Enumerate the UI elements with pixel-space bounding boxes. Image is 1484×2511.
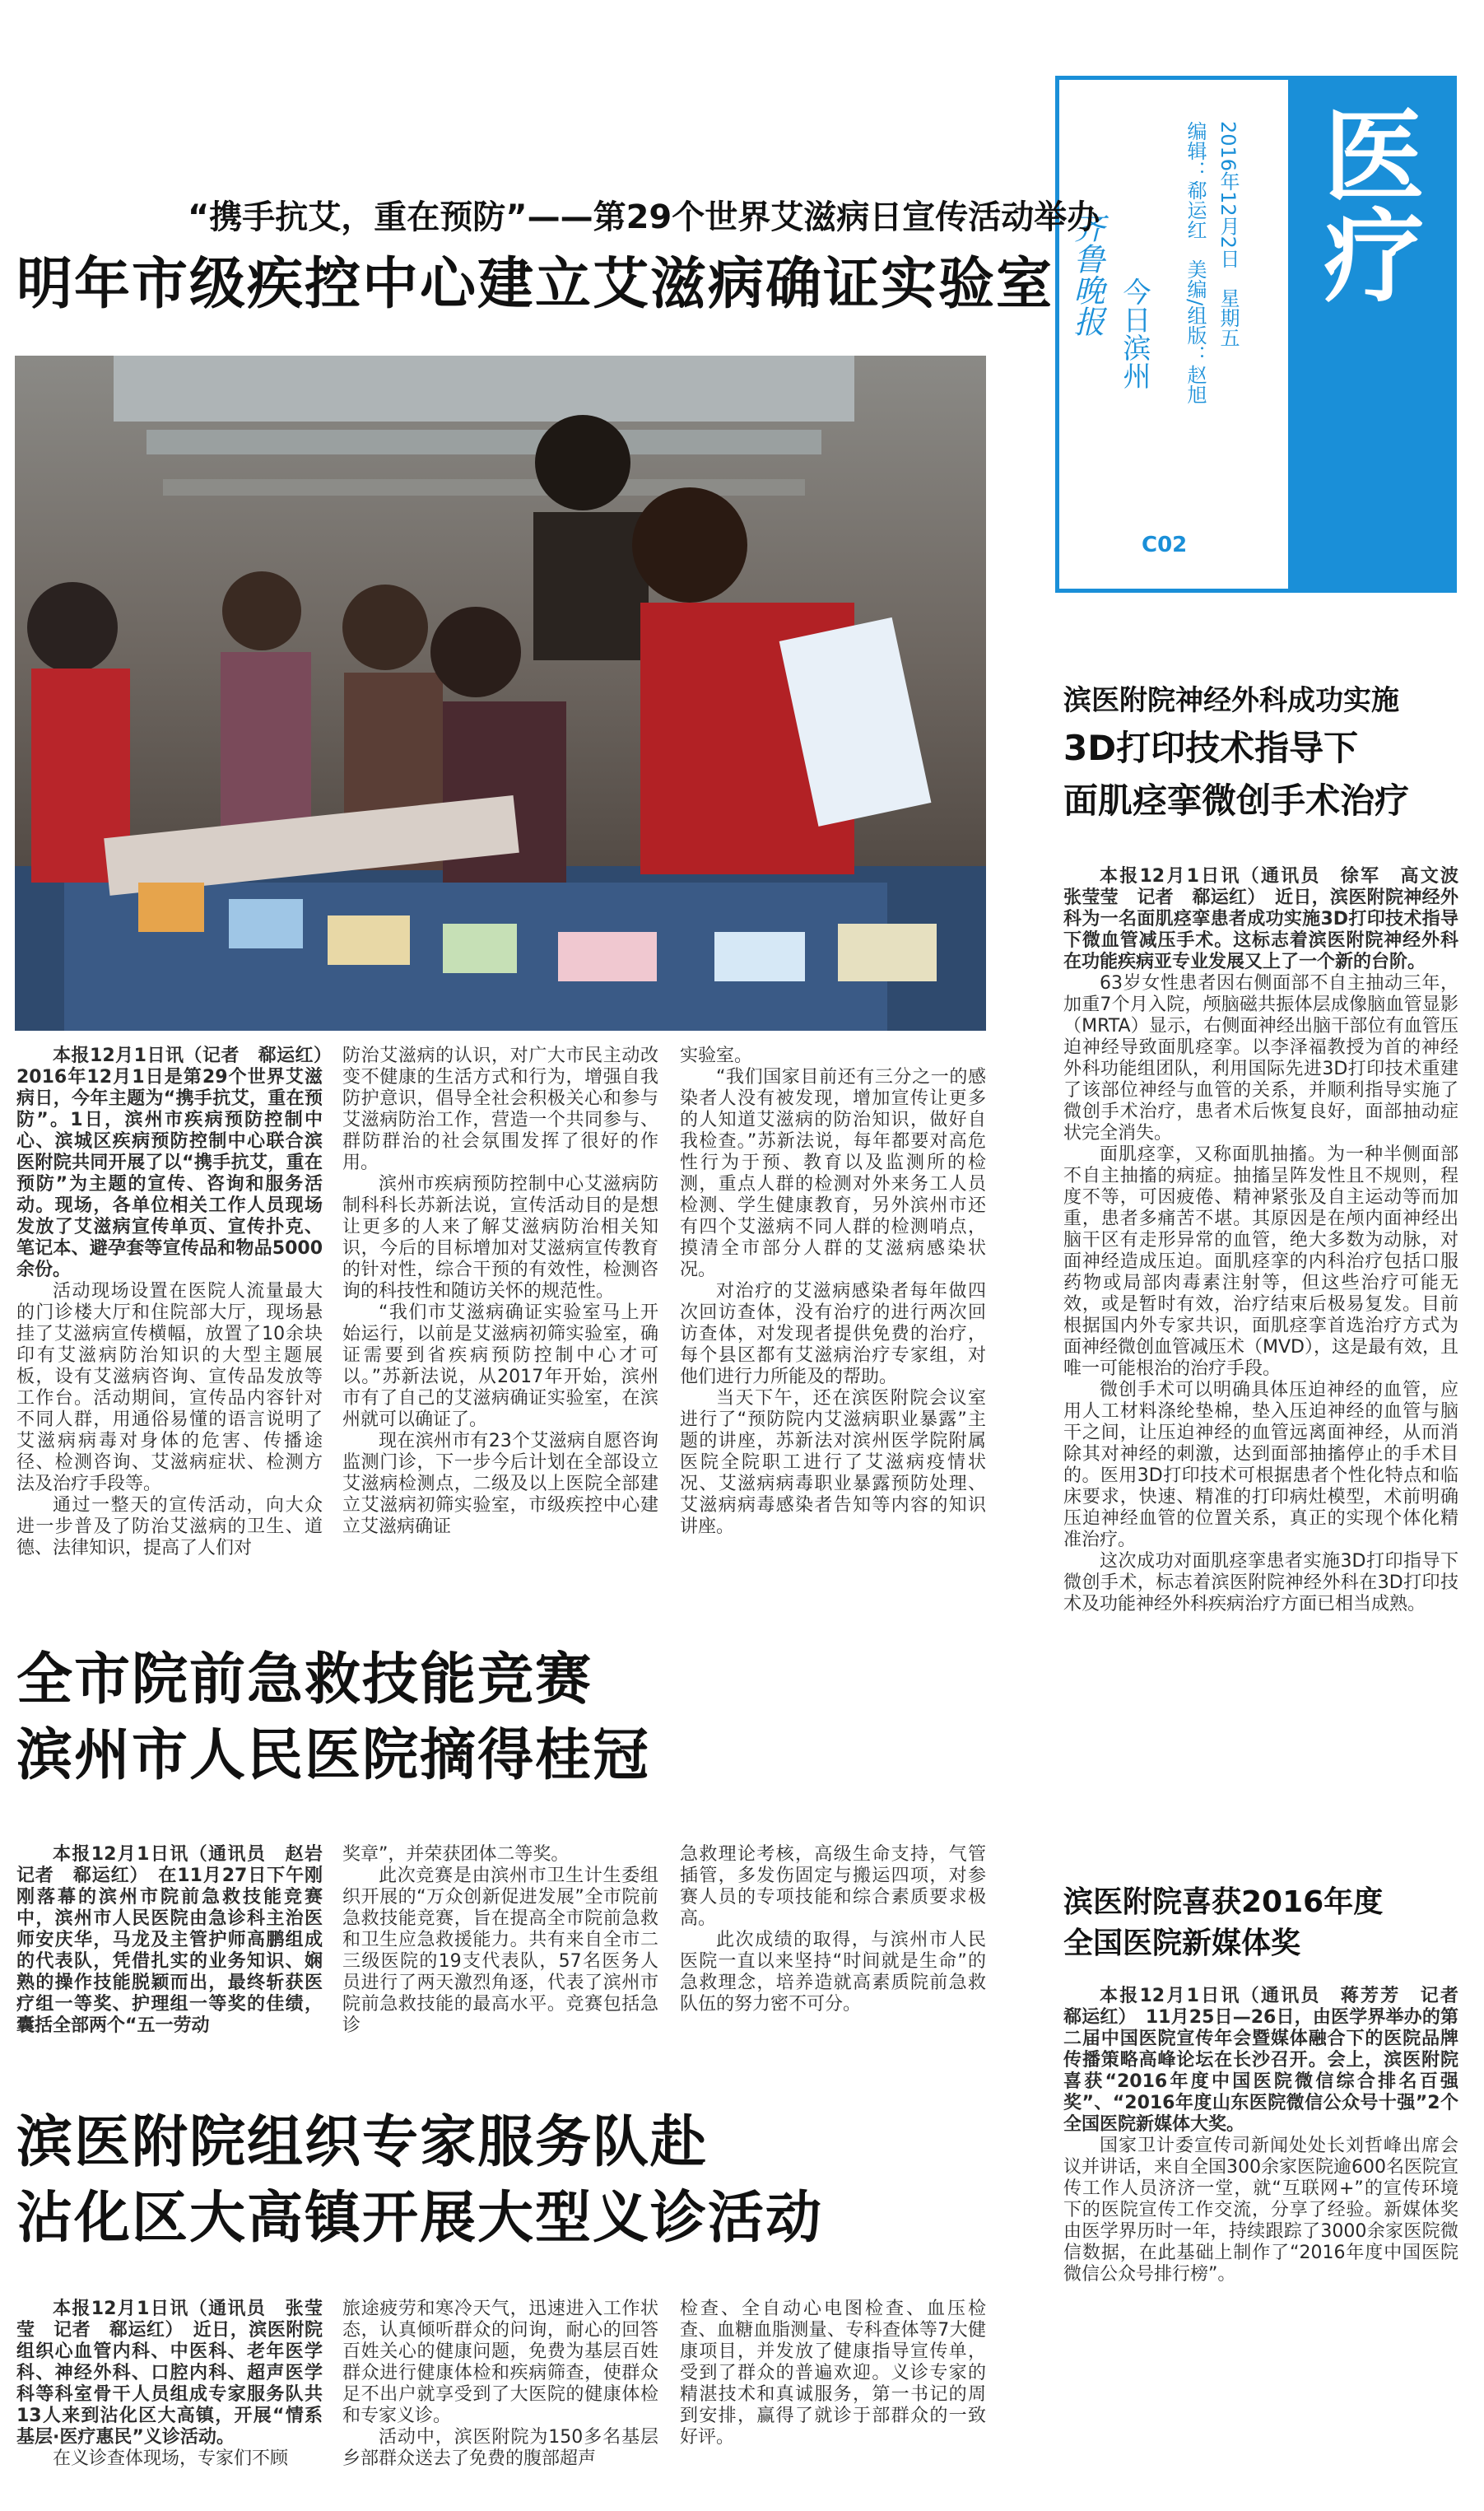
story3-col3-p2: 此次成绩的取得，与滨州市人民医院一直以来坚持“时间就是生命”的急救理念，培养造就高素质院前急救队伍的努力密不可分。 xyxy=(680,1930,986,2015)
story1-col1-p3: 通过一整天的宣传活动，向大众进一步普及了防治艾滋病的卫生、道德、法律知识，提高了人们对 xyxy=(16,1495,323,1558)
story2-body xyxy=(1063,866,1477,1854)
story1-column-2 xyxy=(342,1046,658,1581)
story1-column-1 xyxy=(16,1046,342,1581)
story1-headline: 明年市级疾控中心建立艾滋病确证实验室 xyxy=(16,252,1054,317)
story3-column-3 xyxy=(680,1844,986,2066)
story3-column-2 xyxy=(342,1844,658,2066)
story3-headline-line2: 滨州市人民医院摘得桂冠 xyxy=(16,1723,651,1788)
page-number: C02 xyxy=(1142,533,1188,557)
story2-headline-line2: 面肌痉挛微创手术治疗 xyxy=(1063,780,1410,821)
date-line: 2016年12月2日 星期五 xyxy=(1217,121,1240,347)
story3-col2-p1: 奖章”，并荣获团体二等奖。 xyxy=(342,1844,570,1865)
story5-column-1 xyxy=(16,2299,323,2496)
section-title: 医疗 xyxy=(1307,103,1426,304)
story1-col3-p4: 当天下午，还在滨医附院会议室进行了“预防院内艾滋病职业暴露”主题的讲座，苏新法对滨州医学院附属医院全院职工进行了艾滋病疫情状况、艾滋病病毒职业暴露预防处理、艾滋病病毒感染者告知等内容的知识讲座。 xyxy=(680,1388,986,1537)
news-photo xyxy=(15,356,986,1031)
story2-p3: 面肌痉挛，又称面肌抽搐。为一种半侧面部不自主抽搐的病症。抽搐呈阵发性且不规则，程度不等，可因疲倦、精神紧张及自主运动等而加重，患者多痛苦不堪。其原因是在颅内面神经出脑干区有走形异常的血管，绝大多数为动脉，对面神经造成压迫。面肌痉挛的内科治疗包括口服药物或局部肉毒素注射等，但这些治疗可能无效，或是暂时有效，治疗结束后极易复发。目前根据国内外专家共识，面肌痉挛首选治疗方式为面神经微创血管减压术（MVD），这是最有效，且唯一可能根治的治疗手段。 xyxy=(1063,1144,1458,1379)
story5-column-2 xyxy=(342,2299,658,2496)
story5-col2-p2: 活动中，滨医附院为150多名基层乡部群众送去了免费的腹部超声 xyxy=(342,2427,658,2469)
photo-illustration xyxy=(15,356,986,1031)
story1-col2-p1: 防治艾滋病的认识，对广大市民主动改变不健康的生活方式和行为，增强自我防护意识，倡导全社会积极关心和参与艾滋病防治工作，营造一个共同参与、群防群治的社会氛围发挥了很好的作用。 xyxy=(342,1046,658,1173)
story1-column-3 xyxy=(680,1046,986,1581)
story5-headline-line2: 沾化区大高镇开展大型义诊活动 xyxy=(16,2186,824,2251)
story1-col3-p2: “我们国家目前还有三分之一的感染者人没有被发现，增加宣传让更多的人知道艾滋病的防治知识，做好自我检查。”苏新法说，每年都要对高危性行为于预、教育以及监测所的检测，重点人群的检测对外来务工人员检测、学生健康教育，另外滨州市还有四个艾滋病不同人群的检测哨点，摸清全市部分人群的艾滋病感染状况。 xyxy=(680,1067,986,1280)
story2-p1: 本报12月1日讯（通讯员 徐军 高文波 张莹莹 记者 郗运红） 近日，滨医附院神经外科为一名面肌痉挛患者成功实施3D打印技术指导下微血管减压手术。这标志着滨医附院神经外科在功能疾病亚专业发展又上了一个新的台阶。 xyxy=(1063,866,1477,972)
story5-col3-p1: 检查、全自动心电图检查、血压检查、血糖血脂测量、专科查体等7大健康项目，并发放了健康指导宣传单，受到了群众的普遍欢迎。义诊专家的精湛技术和真诚服务，第一书记的周到安排，赢得了就诊于部群众的一致好评。 xyxy=(680,2299,986,2448)
story5-column-3 xyxy=(680,2299,986,2496)
paper-edition: 今日滨州 xyxy=(1118,277,1151,389)
story3-col1-p1: 本报12月1日讯（通讯员 赵岩 记者 郗运红） 在11月27日下午刚刚落幕的滨州市院前急救技能竞赛中，滨州市人民医院由急诊科主治医师安庆华，马龙及主管护师高鹏组成的代表队，凭借扎实的业务知识、娴熟的操作技能脱颖而出，最终斩获医疗组一等奖、护理组一等奖的佳绩，囊括全部两个“五一劳动 xyxy=(16,1844,342,2036)
story2-p5: 这次成功对面肌痉挛患者实施3D打印指导下微创手术，标志着滨医附院神经外科在3D打印技术及功能神经外科疾病治疗方面已相当成熟。 xyxy=(1063,1551,1458,1614)
story1-col1-p2: 活动现场设置在医院人流量最大的门诊楼大厅和住院部大厅，现场悬挂了艾滋病宣传横幅，放置了10余块印有艾滋病防治知识的大型主题展板，设有艾滋病咨询、宣传品发放等工作台。活动期间，宣传品内容针对不同人群，用通俗易懂的语言说明了艾滋病病毒对身体的危害、传播途径、检测咨询、艾滋病症状、检测方法及治疗手段等。 xyxy=(16,1281,323,1494)
story4-headline: 全国医院新媒体奖 xyxy=(1063,1926,1301,1960)
story5-col1-p2: 在义诊查体现场，专家们不顾 xyxy=(53,2448,289,2469)
story2-p4: 微创手术可以明确具体压迫神经的血管，应用人工材料涤纶垫棉，垫入压迫神经的血管与脑干之间，让压迫神经的血管远离面神经，从而消除其对神经的刺激，达到面部抽搐停止的手术目的。医用3D打印技术可根据患者个性化特点和临床要求，快速、精准的打印病灶模型，术前明确压迫神经血管的位置关系，真正的实现个体化精准治疗。 xyxy=(1063,1380,1458,1550)
story2-kicker: 滨医附院神经外科成功实施 xyxy=(1063,684,1399,717)
story1-col2-p2: 滨州市疾病预防控制中心艾滋病防制科科长苏新法说，宣传活动目的是想让更多的人来了解艾滋病防治相关知识，今后的目标增加对艾滋病宣传教育的针对性，综合干预的有效性，检测咨询的科技性和随访关怀的规范性。 xyxy=(342,1174,658,1302)
story5-headline-line1: 滨医附院组织专家服务队赴 xyxy=(16,2110,709,2175)
story3-col2-p2: 此次竞赛是由滨州市卫生计生委组织开展的“万众创新促进发展”全市院前急救技能竞赛，旨在提高全市院前急救和卫生应急救援能力。共有来自全市二三级医院的19支代表队，57名医务人员进行了两天激烈角逐，代表了滨州市院前急救技能的最高水平。竞赛包括急诊 xyxy=(342,1866,658,2036)
story3-headline-line1: 全市院前急救技能竞赛 xyxy=(16,1647,593,1712)
story2-headline-line1: 3D打印技术指导下 xyxy=(1063,728,1359,768)
editor-line: 编辑：郗运红 美编/组版：赵旭 xyxy=(1184,121,1207,405)
story1-col2-p4: 现在滨州市有23个艾滋病自愿咨询监测门诊，下一步今后计划在全部设立艾滋病检测点，二级及以上医院全部建立艾滋病初筛实验室，市级疾控中心建立艾滋病确证 xyxy=(342,1431,658,1537)
story4-p1: 本报12月1日讯（通讯员 蒋芳芳 记者 郗运红） 11月25日—26日，由医学界举办的第二届中国医院宣传年会暨媒体融合下的医院品牌传播策略高峰论坛在长沙召开。会上，滨医附院喜获“2016年度中国医院微信综合排名百强奖”、“2016年度山东医院微信公众号十强”2个全国医院新媒体大奖。 xyxy=(1063,1986,1477,2135)
story5-col2-p1: 旅途疲劳和寒冷天气，迅速进入工作状态，认真倾听群众的问询，耐心的回答百姓关心的健康问题，免费为基层百姓群众进行健康体检和疾病筛查，使群众足不出户就享受到了大医院的健康体检和专家义诊。 xyxy=(342,2299,658,2426)
story2-p2: 63岁女性患者因右侧面部不自主抽动三年，加重7个月入院，颅脑磁共振体层成像脑血管显影（MRTA）显示，右侧面神经出脑干部位有血管压迫神经导致面肌痉挛。以李泽福教授为首的神经外科功能组团队，利用国际先进3D打印技术重建了该部位神经与血管的关系，并顺利指导实施了微创手术治疗，患者术后恢复良好，面部抽动症状完全消失。 xyxy=(1063,973,1458,1144)
story4-kicker: 滨医附院喜获2016年度 xyxy=(1063,1885,1384,1919)
paper-logo: 齐鲁晚报 xyxy=(1068,212,1105,337)
story5-col1-p1: 本报12月1日讯（通讯员 张莹莹 记者 郗运红） 近日，滨医附院组织心血管内科、中医科、老年医学科、神经外科、口腔内科、超声医学科等科室骨干人员组成专家服务队共13人来到沾化区大高镇，开展“情系基层·医疗惠民”义诊活动。 xyxy=(16,2299,323,2448)
story4-body xyxy=(1063,1986,1477,2496)
story1-kicker: “携手抗艾，重在预防”——第29个世界艾滋病日宣传活动举办 xyxy=(188,198,1100,236)
story3-column-1 xyxy=(16,1844,342,2066)
story3-col3-p1: 急救理论考核，高级生命支持，气管插管，多发伤固定与搬运四项，对参赛人员的专项技能和综合素质要求极高。 xyxy=(680,1844,986,1929)
story1-col3-p1: 实验室。 xyxy=(680,1046,753,1066)
section-masthead xyxy=(1055,76,1457,593)
story1-col2-p3: “我们市艾滋病确证实验室马上开始运行，以前是艾滋病初筛实验室，确证需要到省疾病预防控制中心才可以。”苏新法说，从2017年开始，滨州市有了自己的艾滋病确证实验室，在滨州就可以确证了。 xyxy=(342,1302,658,1430)
story1-col1-p1: 本报12月1日讯（记者 郗运红） 2016年12月1日是第29个世界艾滋病日，今年主题为“携手抗艾，重在预防”。1日，滨州市疾病预防控制中心、滨城区疾病预防控制中心联合滨医附院共同开展了以“携手抗艾，重在预防”为主题的宣传、咨询和服务活动。现场，各单位相关工作人员现场发放了艾滋病宣传单页、宣传扑克、笔记本、避孕套等宣传品和物品5000余份。 xyxy=(16,1046,342,1280)
story4-p2: 国家卫计委宣传司新闻处处长刘哲峰出席会议并讲话，来自全国300余家医院逾600名医院宣传工作人员济济一堂，就“互联网+”的宣传环境下的医院宣传工作交流，分享了经验。新媒体奖由医学界历时一年，持续跟踪了3000余家医院微信数据，在此基础上制作了“2016年度中国医院微信公众号排行榜”。 xyxy=(1063,2136,1458,2285)
story1-col3-p3: 对治疗的艾滋病感染者每年做四次回访查体，没有治疗的进行两次回访查体，对发现者提供免费的治疗，每个县区都有艾滋病治疗专家组，对他们进行力所能及的帮助。 xyxy=(680,1281,986,1387)
